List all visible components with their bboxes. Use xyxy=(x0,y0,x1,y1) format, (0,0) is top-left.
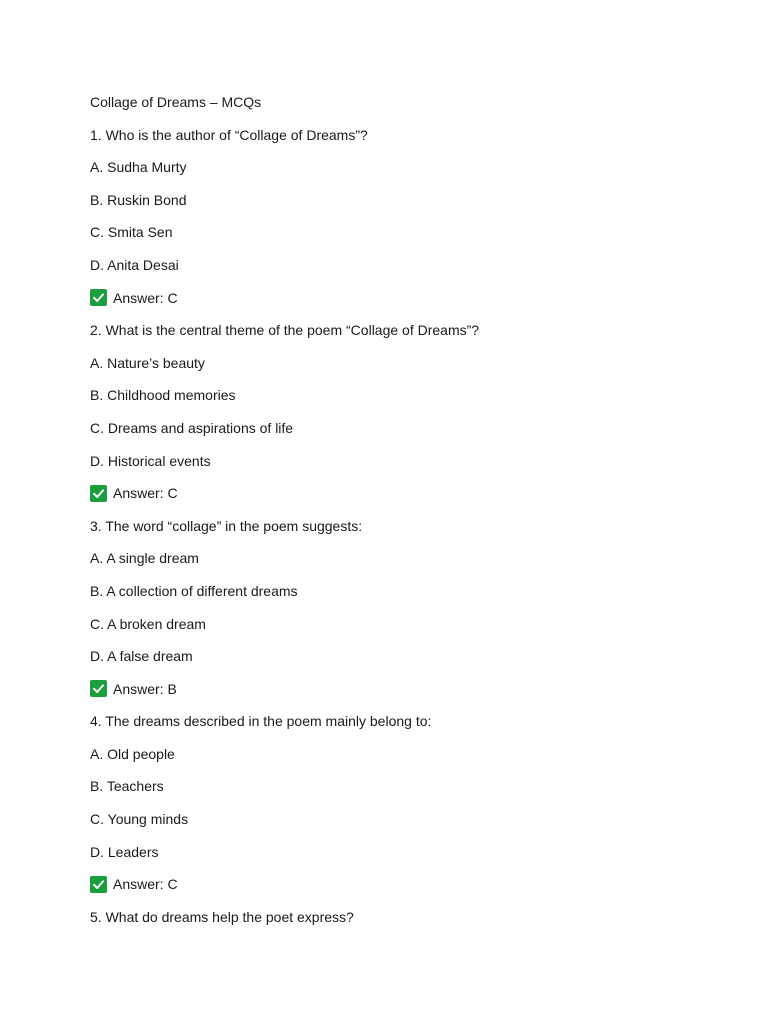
option-c: C. Dreams and aspirations of life xyxy=(90,419,294,436)
option-a: A. Sudha Murty xyxy=(90,159,187,176)
option-c: C. A broken dream xyxy=(90,615,206,632)
green-check-icon xyxy=(90,485,107,502)
option-d: D. Leaders xyxy=(90,843,159,860)
option-a: A. A single dream xyxy=(90,550,199,567)
question-text: 3. The word “collage” in the poem suggests: xyxy=(90,517,363,534)
option-d: D. Historical events xyxy=(90,452,211,469)
question-text: 2. What is the central theme of the poem “Collage of Dreams”? xyxy=(90,322,480,339)
question-block-2 xyxy=(90,321,710,502)
option-a: A. Nature’s beauty xyxy=(90,354,205,371)
question-block-4 xyxy=(90,712,710,893)
option-d: D. A false dream xyxy=(90,648,193,665)
answer-text: Answer: B xyxy=(113,680,177,697)
document-page xyxy=(90,93,710,940)
question-text: 1. Who is the author of “Collage of Dreams”? xyxy=(90,126,368,143)
green-check-icon xyxy=(90,680,107,697)
answer-text: Answer: C xyxy=(113,876,178,893)
option-b: B. Childhood memories xyxy=(90,387,236,404)
answer-line xyxy=(90,680,710,698)
option-c: C. Young minds xyxy=(90,811,189,828)
option-b: B. A collection of different dreams xyxy=(90,582,298,599)
answer-line xyxy=(90,289,710,307)
option-b: B. Teachers xyxy=(90,778,164,795)
option-c: C. Smita Sen xyxy=(90,224,173,241)
green-check-icon xyxy=(90,876,107,893)
answer-line xyxy=(90,484,710,502)
answer-text: Answer: C xyxy=(113,289,178,306)
green-check-icon xyxy=(90,289,107,306)
question-block-1 xyxy=(90,126,710,307)
question-block-5 xyxy=(90,908,710,926)
option-d: D. Anita Desai xyxy=(90,256,179,273)
option-a: A. Old people xyxy=(90,745,175,762)
question-text: 4. The dreams described in the poem mainly belong to: xyxy=(90,713,432,730)
answer-text: Answer: C xyxy=(113,485,178,502)
option-b: B. Ruskin Bond xyxy=(90,191,187,208)
question-block-3 xyxy=(90,517,710,698)
answer-line xyxy=(90,875,710,893)
question-text: 5. What do dreams help the poet express? xyxy=(90,908,354,925)
document-title: Collage of Dreams – MCQs xyxy=(90,94,262,110)
